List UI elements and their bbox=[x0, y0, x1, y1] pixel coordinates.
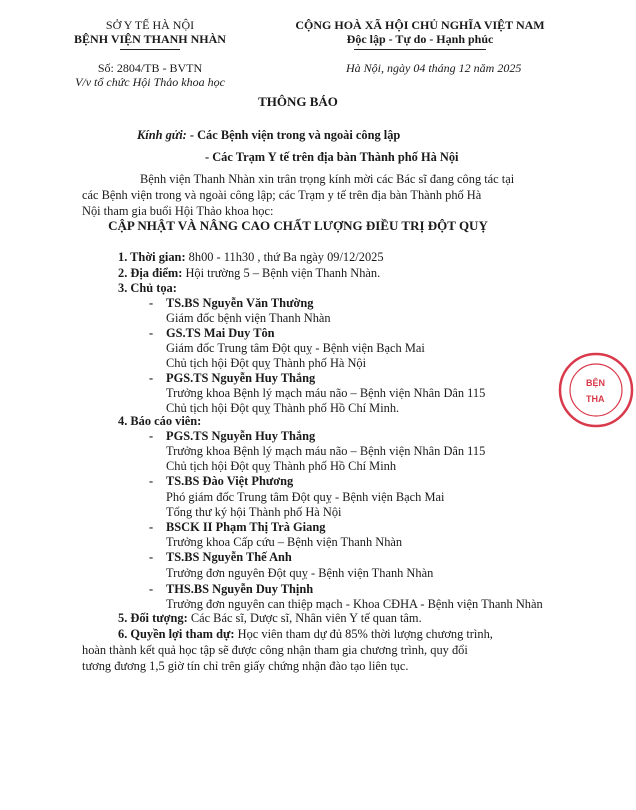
chair-dash: - bbox=[149, 326, 154, 340]
chair-name: GS.TS Mai Duy Tôn bbox=[166, 326, 275, 340]
chair-label: 3. Chủ tọa: bbox=[118, 281, 177, 295]
chair-name: TS.BS Nguyễn Văn Thường bbox=[166, 296, 314, 310]
reporter-name: PGS.TS Nguyễn Huy Thắng bbox=[166, 429, 316, 443]
header-left-rule bbox=[120, 49, 180, 50]
reporter-dash: - bbox=[149, 474, 154, 488]
chair-role: Giám đốc Trung tâm Đột quỵ - Bệnh viện Bạch Mai bbox=[166, 341, 425, 355]
reporter-name: TS.BS Đào Việt Phương bbox=[166, 474, 294, 488]
reporter-name: BSCK II Phạm Thị Trà Giang bbox=[166, 520, 326, 534]
stamp-inner-ring bbox=[570, 364, 622, 416]
reporter-role: Trưởng đơn nguyên can thiệp mạch - Khoa CĐHA - Bệnh viện Thanh Nhàn bbox=[166, 597, 543, 611]
stamp-text: BỆN bbox=[586, 378, 606, 388]
place-value: Hội trường 5 – Bệnh viện Thanh Nhàn. bbox=[182, 266, 381, 280]
rights-text-1: Học viên tham dự đủ 85% thời lượng chương trình, bbox=[234, 627, 493, 641]
place-line bbox=[118, 266, 380, 282]
reporter-role: Phó giám đốc Trung tâm Đột quỵ - Bệnh viện Bạch Mai bbox=[166, 490, 445, 504]
reporter-dash: - bbox=[149, 520, 154, 534]
reporter-name: THS.BS Nguyễn Duy Thịnh bbox=[166, 582, 314, 596]
chair-dash: - bbox=[149, 296, 154, 310]
event-title: CẬP NHẬT VÀ NÂNG CAO CHẤT LƯỢNG ĐIỀU TRỊ ĐỘT QUỴ bbox=[108, 218, 488, 233]
reporter-role: Chủ tịch hội Đột quỵ Thành phố Hồ Chí Minh bbox=[166, 459, 397, 473]
chair-role: Giám đốc bệnh viện Thanh Nhàn bbox=[166, 311, 331, 325]
audience-label: 5. Đối tượng: bbox=[118, 611, 188, 625]
rights-line-3: tương đương 1,5 giờ tín chỉ trên giấy chứng nhận đào tạo liên tục. bbox=[82, 659, 409, 673]
rights-line-1 bbox=[118, 627, 493, 643]
recipients-label: Kính gửi: bbox=[137, 128, 187, 142]
hospital-name: BỆNH VIỆN THANH NHÀN bbox=[74, 32, 226, 46]
header-right-rule bbox=[354, 49, 486, 50]
rights-label: 6. Quyền lợi tham dự: bbox=[118, 627, 235, 641]
stamp-outer-ring bbox=[560, 354, 632, 426]
reporter-label: 4. Báo cáo viên: bbox=[118, 414, 202, 428]
place-label: 2. Địa điểm: bbox=[118, 266, 183, 280]
stamp-text-2: THA bbox=[586, 394, 605, 404]
reporter-name: TS.BS Nguyễn Thế Anh bbox=[166, 550, 292, 564]
reporter-role: Trưởng đơn nguyên Đột quỵ - Bệnh viện Thanh Nhàn bbox=[166, 566, 434, 580]
notice-title: THÔNG BÁO bbox=[258, 94, 338, 109]
reporter-dash: - bbox=[149, 550, 154, 564]
recipient-2: - Các Trạm Y tế trên địa bàn Thành phố Hà Nội bbox=[205, 150, 459, 164]
intro-line-1: Bệnh viện Thanh Nhàn xin trân trọng kính mời các Bác sĩ đang công tác tại bbox=[140, 172, 515, 186]
rights-line-2: hoàn thành kết quả học tập sẽ được công nhận tham gia chương trình, quy đổi bbox=[82, 643, 468, 657]
place-date: Hà Nội, ngày 04 tháng 12 năm 2025 bbox=[346, 61, 522, 75]
chair-role: Chủ tịch hội Đột quỵ Thành phố Hồ Chí Minh. bbox=[166, 401, 400, 415]
document-number: Số: 2804/TB - BVTN bbox=[97, 61, 203, 75]
document-subject: V/v tổ chức Hội Thảo khoa học bbox=[75, 75, 225, 89]
time-line bbox=[118, 250, 384, 266]
audience-line bbox=[118, 611, 422, 627]
time-value: 8h00 - 11h30 , thứ Ba ngày 09/12/2025 bbox=[185, 250, 384, 264]
chair-dash: - bbox=[149, 371, 154, 385]
time-label: 1. Thời gian: bbox=[118, 250, 186, 264]
reporter-role: Tổng thư ký hội Thành phố Hà Nội bbox=[166, 505, 342, 519]
chair-name: PGS.TS Nguyễn Huy Thắng bbox=[166, 371, 316, 385]
reporter-dash: - bbox=[149, 429, 154, 443]
intro-line-3: Nội tham gia buổi Hội Thảo khoa học: bbox=[82, 204, 274, 218]
nation-name: CỘNG HOÀ XÃ HỘI CHỦ NGHĨA VIỆT NAM bbox=[295, 18, 545, 32]
ministry-name: SỞ Y TẾ HÀ NỘI bbox=[105, 18, 195, 32]
chair-role: Trưởng khoa Bệnh lý mạch máu não – Bệnh viện Nhân Dân 115 bbox=[166, 386, 486, 400]
reporter-dash: - bbox=[149, 582, 154, 596]
reporter-role: Trưởng khoa Cấp cứu – Bệnh viện Thanh Nhàn bbox=[166, 535, 403, 549]
intro-line-2: các Bệnh viện trong và ngoài công lập; các Trạm y tế trên địa bàn Thành phố Hà bbox=[82, 188, 482, 202]
national-motto: Độc lập - Tự do - Hạnh phúc bbox=[346, 32, 494, 46]
hospital-stamp bbox=[556, 350, 636, 430]
audience-value: Các Bác sĩ, Dược sĩ, Nhân viên Y tế quan tâm. bbox=[187, 611, 422, 625]
reporter-role: Trưởng khoa Bệnh lý mạch máu não – Bệnh viện Nhân Dân 115 bbox=[166, 444, 486, 458]
chair-role: Chủ tịch hội Đột quỵ Thành phố Hà Nội bbox=[166, 356, 367, 370]
recipients-line-1 bbox=[137, 128, 400, 144]
recipient-1: - Các Bệnh viện trong và ngoài công lập bbox=[186, 128, 401, 142]
